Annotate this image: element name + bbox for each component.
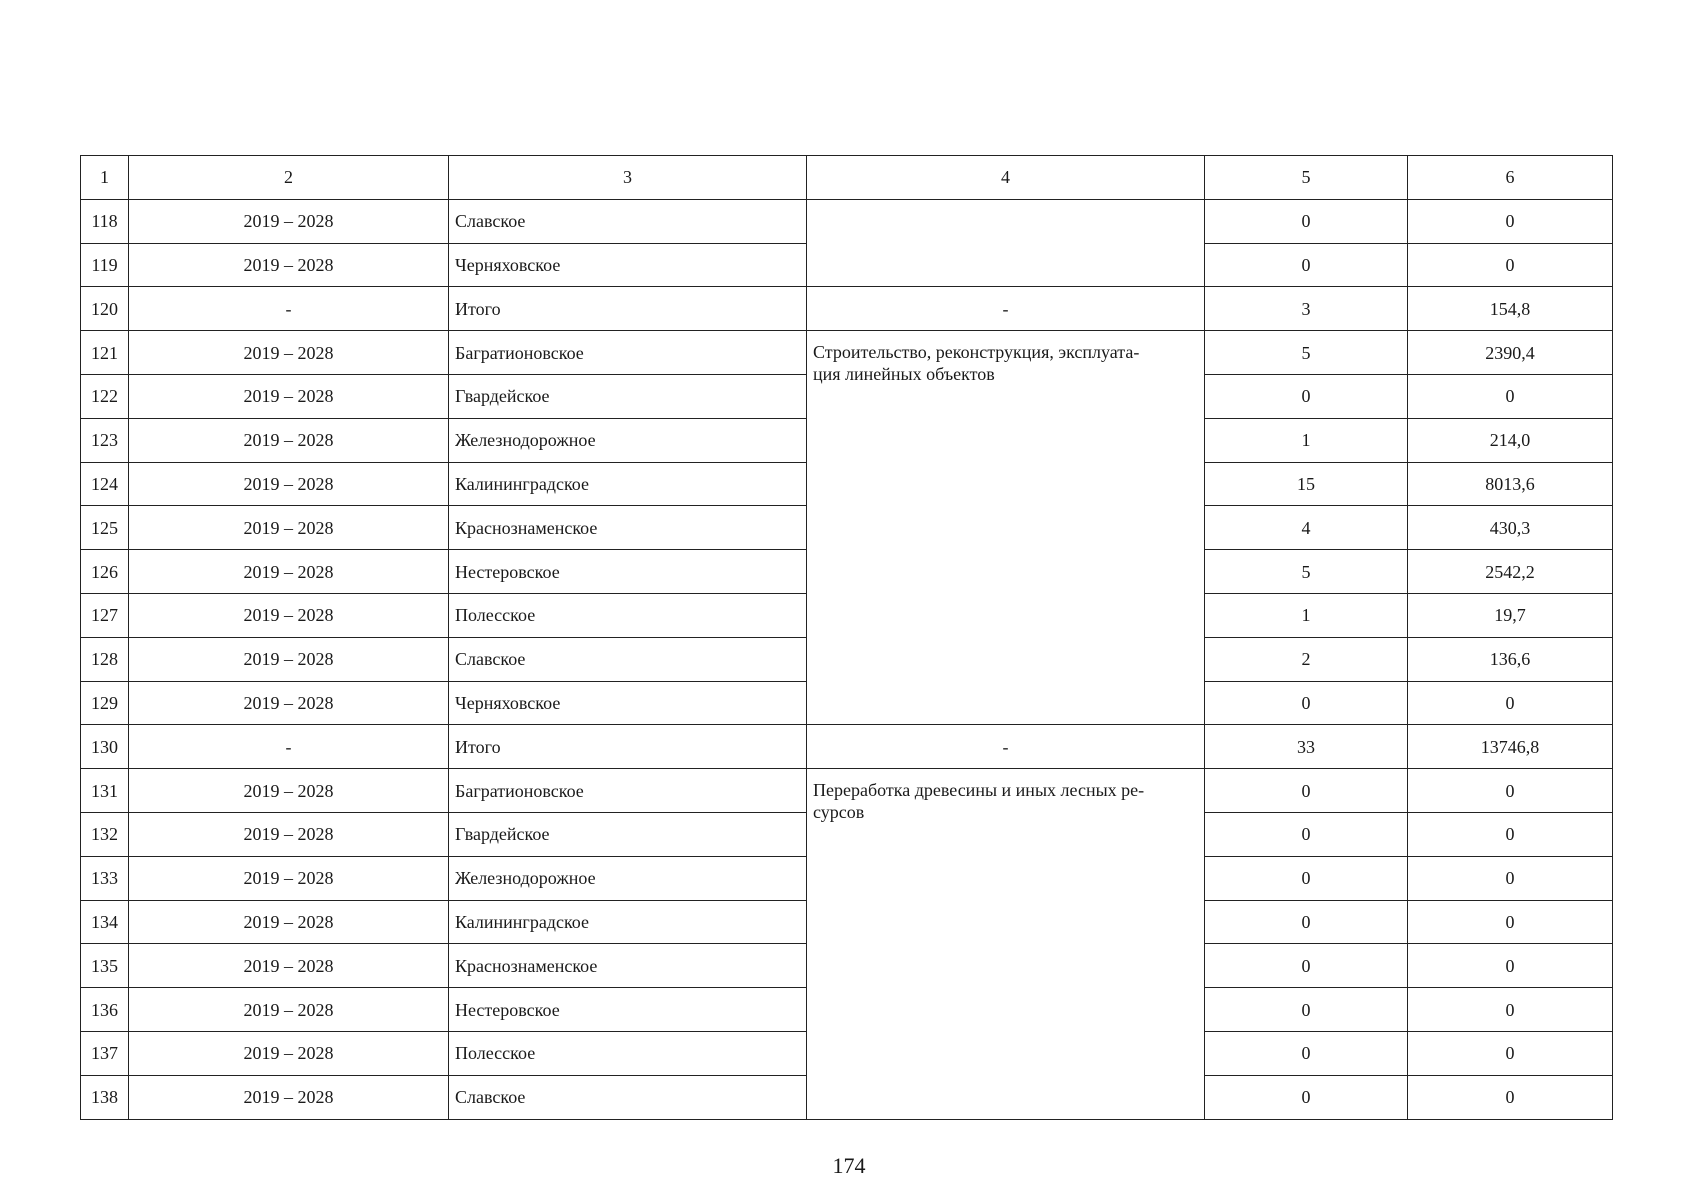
row-count: 33 (1205, 725, 1408, 769)
row-area: 154,8 (1408, 287, 1613, 331)
row-forestry: Краснознаменское (449, 944, 807, 988)
row-count: 0 (1205, 1031, 1408, 1075)
row-index: 124 (81, 462, 129, 506)
row-area: 8013,6 (1408, 462, 1613, 506)
column-number-1: 1 (81, 156, 129, 200)
row-index: 135 (81, 944, 129, 988)
row-index: 119 (81, 243, 129, 287)
row-index: 137 (81, 1031, 129, 1075)
row-count: 1 (1205, 418, 1408, 462)
purpose-line: Переработка древесины и иных лесных ре- (813, 780, 1145, 801)
row-area: 0 (1408, 769, 1613, 813)
row-count: 4 (1205, 506, 1408, 550)
row-period: 2019 – 2028 (129, 769, 449, 813)
purpose-line: сурсов (813, 802, 865, 823)
row-index: 121 (81, 331, 129, 375)
row-index: 131 (81, 769, 129, 813)
purpose-line: ция линейных объектов (813, 364, 995, 385)
row-forestry: Черняховское (449, 243, 807, 287)
row-forestry: Полесское (449, 1031, 807, 1075)
row-count: 0 (1205, 374, 1408, 418)
row-forestry: Славское (449, 1075, 807, 1119)
row-index: 130 (81, 725, 129, 769)
row-area: 0 (1408, 856, 1613, 900)
row-period: 2019 – 2028 (129, 593, 449, 637)
row-count: 0 (1205, 900, 1408, 944)
row-area: 0 (1408, 1031, 1613, 1075)
row-forestry: Итого (449, 287, 807, 331)
row-count: 0 (1205, 243, 1408, 287)
row-index: 126 (81, 550, 129, 594)
row-count: 0 (1205, 944, 1408, 988)
purpose-wood-processing (807, 769, 1205, 1119)
row-index: 118 (81, 199, 129, 243)
row-period: 2019 – 2028 (129, 1031, 449, 1075)
row-period: 2019 – 2028 (129, 856, 449, 900)
row-period: 2019 – 2028 (129, 462, 449, 506)
row-forestry: Итого (449, 725, 807, 769)
row-area: 0 (1408, 1075, 1613, 1119)
row-area: 13746,8 (1408, 725, 1613, 769)
row-count: 0 (1205, 199, 1408, 243)
row-area: 2542,2 (1408, 550, 1613, 594)
row-area: 0 (1408, 681, 1613, 725)
row-index: 122 (81, 374, 129, 418)
row-forestry: Краснознаменское (449, 506, 807, 550)
table-row (81, 199, 1613, 243)
row-count: 0 (1205, 1075, 1408, 1119)
row-count: 5 (1205, 331, 1408, 375)
row-forestry: Железнодорожное (449, 856, 807, 900)
purpose-line: Строительство, реконструкция, эксплуата- (813, 342, 1140, 363)
column-number-5: 5 (1205, 156, 1408, 200)
row-count: 1 (1205, 593, 1408, 637)
row-index: 132 (81, 812, 129, 856)
row-index: 138 (81, 1075, 129, 1119)
row-count: 0 (1205, 856, 1408, 900)
row-period: 2019 – 2028 (129, 550, 449, 594)
row-area: 0 (1408, 243, 1613, 287)
row-index: 134 (81, 900, 129, 944)
row-forestry: Гвардейское (449, 374, 807, 418)
row-period: 2019 – 2028 (129, 374, 449, 418)
row-period: 2019 – 2028 (129, 681, 449, 725)
row-period: - (129, 287, 449, 331)
table-header-row (81, 156, 1613, 200)
row-forestry: Железнодорожное (449, 418, 807, 462)
row-forestry: Нестеровское (449, 988, 807, 1032)
row-forestry: Полесское (449, 593, 807, 637)
row-area: 136,6 (1408, 637, 1613, 681)
column-number-4: 4 (807, 156, 1205, 200)
column-number-3: 3 (449, 156, 807, 200)
row-index: 128 (81, 637, 129, 681)
row-period: - (129, 725, 449, 769)
row-period: 2019 – 2028 (129, 243, 449, 287)
row-count: 3 (1205, 287, 1408, 331)
row-count: 15 (1205, 462, 1408, 506)
row-index: 120 (81, 287, 129, 331)
row-area: 0 (1408, 199, 1613, 243)
table-row (81, 331, 1613, 375)
column-number-2: 2 (129, 156, 449, 200)
row-forestry: Гвардейское (449, 812, 807, 856)
row-forestry: Калининградское (449, 462, 807, 506)
row-purpose: - (807, 287, 1205, 331)
row-count: 0 (1205, 988, 1408, 1032)
row-period: 2019 – 2028 (129, 812, 449, 856)
row-forestry: Нестеровское (449, 550, 807, 594)
row-index: 136 (81, 988, 129, 1032)
table-row-total (81, 287, 1613, 331)
row-forestry: Славское (449, 199, 807, 243)
row-period: 2019 – 2028 (129, 199, 449, 243)
row-area: 0 (1408, 988, 1613, 1032)
row-count: 0 (1205, 812, 1408, 856)
row-purpose-blank (807, 199, 1205, 287)
column-number-6: 6 (1408, 156, 1613, 200)
row-period: 2019 – 2028 (129, 331, 449, 375)
row-area: 430,3 (1408, 506, 1613, 550)
row-area: 0 (1408, 374, 1613, 418)
row-index: 127 (81, 593, 129, 637)
row-forestry: Багратионовское (449, 331, 807, 375)
row-period: 2019 – 2028 (129, 988, 449, 1032)
table-row-total (81, 725, 1613, 769)
row-index: 125 (81, 506, 129, 550)
row-count: 5 (1205, 550, 1408, 594)
row-period: 2019 – 2028 (129, 637, 449, 681)
row-period: 2019 – 2028 (129, 1075, 449, 1119)
row-count: 0 (1205, 681, 1408, 725)
row-forestry: Черняховское (449, 681, 807, 725)
row-area: 19,7 (1408, 593, 1613, 637)
purpose-linear-objects (807, 331, 1205, 725)
row-index: 133 (81, 856, 129, 900)
row-area: 0 (1408, 944, 1613, 988)
row-period: 2019 – 2028 (129, 900, 449, 944)
row-forestry: Багратионовское (449, 769, 807, 813)
page-number: 174 (832, 1153, 866, 1178)
row-period: 2019 – 2028 (129, 506, 449, 550)
row-area: 0 (1408, 900, 1613, 944)
row-area: 0 (1408, 812, 1613, 856)
row-forestry: Калининградское (449, 900, 807, 944)
row-index: 129 (81, 681, 129, 725)
table-row (81, 769, 1613, 813)
row-count: 2 (1205, 637, 1408, 681)
row-index: 123 (81, 418, 129, 462)
row-area: 214,0 (1408, 418, 1613, 462)
row-period: 2019 – 2028 (129, 944, 449, 988)
row-count: 0 (1205, 769, 1408, 813)
forest-use-table (80, 155, 1613, 1120)
row-purpose: - (807, 725, 1205, 769)
row-period: 2019 – 2028 (129, 418, 449, 462)
row-area: 2390,4 (1408, 331, 1613, 375)
row-forestry: Славское (449, 637, 807, 681)
